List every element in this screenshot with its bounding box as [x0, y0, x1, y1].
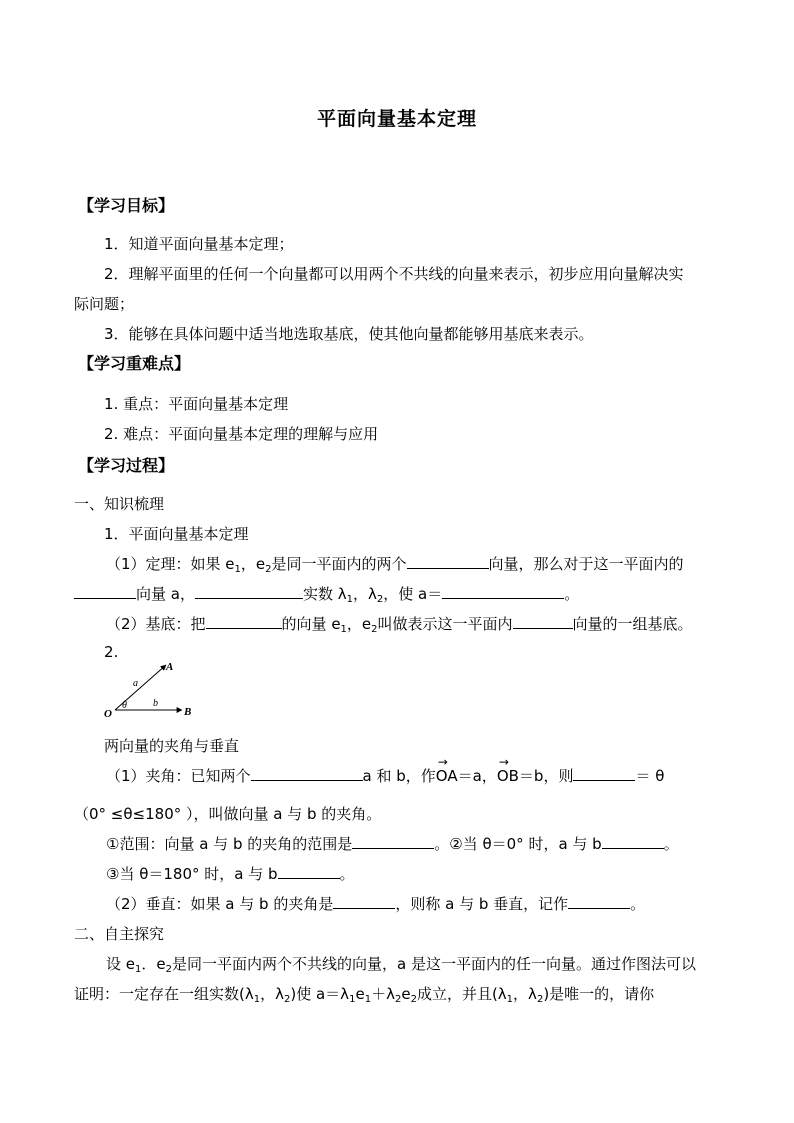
subscript: 2: [376, 594, 384, 605]
text: ＋λ: [371, 985, 395, 1003]
theorem-line1: [106, 553, 684, 575]
subscript: 1: [506, 994, 514, 1005]
text: e: [355, 985, 365, 1003]
blank: [573, 766, 635, 781]
perpendicular-line: [106, 893, 645, 914]
text: )使 a＝λ: [290, 985, 350, 1003]
text: ＝ θ: [635, 767, 665, 785]
label-B: B: [184, 706, 192, 718]
blank: [333, 894, 395, 909]
subscript: 2: [410, 994, 417, 1005]
text: （2）垂直：如果 a 与 b 的夹角是: [106, 895, 334, 913]
blank: [278, 864, 340, 879]
blank: [602, 834, 664, 849]
text: 设 e: [106, 955, 135, 973]
text: ，λ: [260, 985, 284, 1003]
key-item-2: 2. 难点：平面向量基本定理的理解与应用: [104, 425, 379, 443]
text: 叫做表示这一平面内: [377, 615, 513, 633]
opposite-line: [106, 863, 355, 884]
text: （1）夹角：已知两个: [106, 767, 251, 785]
text: ，e: [346, 615, 372, 633]
subscript: 2: [371, 624, 378, 635]
sub1-heading: 1．平面向量基本定理: [104, 525, 249, 543]
sub2-heading: 2.: [104, 643, 119, 661]
text: 。: [339, 865, 355, 883]
subscript: 1: [340, 624, 347, 635]
text: ，λ: [513, 985, 537, 1003]
explore-line1: [106, 953, 696, 975]
subscript: 1: [364, 994, 372, 1005]
text: 。②当 θ＝0° 时，a 与 b: [434, 835, 602, 853]
label-O: O: [104, 708, 112, 720]
text: e: [401, 985, 411, 1003]
blank: [513, 614, 573, 629]
text: 是同一平面内两个不共线的向量，a 是这一平面内的任一向量。通过作图法可以: [171, 955, 696, 973]
subscript: 2: [284, 994, 291, 1005]
subscript: 2: [394, 994, 402, 1005]
text: （2）基底：把: [106, 615, 206, 633]
blank: [442, 584, 564, 599]
label-A: A: [166, 661, 174, 673]
subscript: 1: [135, 964, 142, 975]
part2-heading: 二、自主探究: [74, 925, 165, 943]
goal-item-1: 1．知道平面向量基本定理；: [104, 235, 294, 253]
text: a 和 b，作: [362, 767, 436, 785]
text: ，则称 a 与 b 垂直，记作: [395, 895, 569, 913]
text: ①范围：向量 a 与 b 的夹角的范围是: [106, 835, 353, 853]
text: （1）定理：如果 e: [106, 555, 235, 573]
process-heading: 【学习过程】: [78, 456, 175, 475]
text: 向量，那么对于这一平面内的: [488, 555, 684, 573]
angle-title: 两向量的夹角与垂直: [104, 737, 240, 755]
blank: [206, 614, 282, 629]
label-a: a: [133, 678, 138, 689]
goal-item-3: 3．能够在具体问题中适当地选取基底，使其他向量都能够用基底来表示。: [104, 325, 594, 343]
basis-line: [106, 613, 693, 635]
goal-item-2-line2: 际问题；: [74, 295, 135, 313]
text: )是唯一的，请你: [543, 985, 655, 1003]
text: 。: [630, 895, 646, 913]
label-b: b: [153, 698, 158, 709]
theorem-line2: [74, 583, 579, 605]
explore-line2: [74, 983, 654, 1005]
vector-oa: → OA: [436, 767, 458, 785]
text: ，λ: [353, 585, 377, 603]
blank: [568, 894, 630, 909]
text: 的向量 e: [281, 615, 341, 633]
text: 是同一平面内的两个: [271, 555, 407, 573]
subscript: 2: [265, 564, 272, 575]
goal-item-2-line1: 2．理解平面里的任何一个向量都可以用两个不共线的向量来表示，初步应用向量解决实: [104, 265, 684, 283]
angle-definition: [106, 765, 664, 786]
angle-range-line: （0° ≤θ≤180° ），叫做向量 a 与 b 的夹角。: [74, 805, 382, 823]
text: ③当 θ＝180° 时，a 与 b: [106, 865, 278, 883]
text: ＝a，: [457, 767, 497, 785]
blank: [195, 584, 303, 599]
part1-heading: 一、知识梳理: [74, 495, 165, 513]
goals-heading: 【学习目标】: [78, 196, 175, 215]
text: 。: [564, 585, 580, 603]
subscript: 1: [253, 994, 261, 1005]
page-title: 平面向量基本定理: [316, 108, 477, 130]
text: 向量的一组基底。: [572, 615, 693, 633]
vector-ob: → OB: [497, 767, 519, 785]
subscript: 2: [536, 994, 544, 1005]
key-heading: 【学习重难点】: [78, 354, 191, 373]
text: ，使 a＝: [383, 585, 443, 603]
text: 成立，并且(λ: [416, 985, 507, 1003]
subscript: 1: [346, 594, 353, 605]
blank: [74, 584, 136, 599]
text: 证明：一定存在一组实数(λ: [74, 985, 254, 1003]
blank: [251, 766, 363, 781]
text: 向量 a，: [136, 585, 195, 603]
text: ，e: [240, 555, 266, 573]
text: 实数 λ: [302, 585, 347, 603]
subscript: 1: [234, 564, 241, 575]
text: ．e: [141, 955, 166, 973]
subscript: 1: [349, 994, 356, 1005]
subscript: 2: [165, 964, 172, 975]
range-line: [106, 833, 679, 854]
text: 。: [663, 835, 679, 853]
vector-angle-figure: [100, 660, 210, 720]
label-theta: θ: [122, 700, 127, 711]
blank: [407, 554, 489, 569]
text: ＝b，则: [518, 767, 574, 785]
blank: [352, 834, 434, 849]
key-item-1: 1. 重点：平面向量基本定理: [104, 395, 289, 413]
